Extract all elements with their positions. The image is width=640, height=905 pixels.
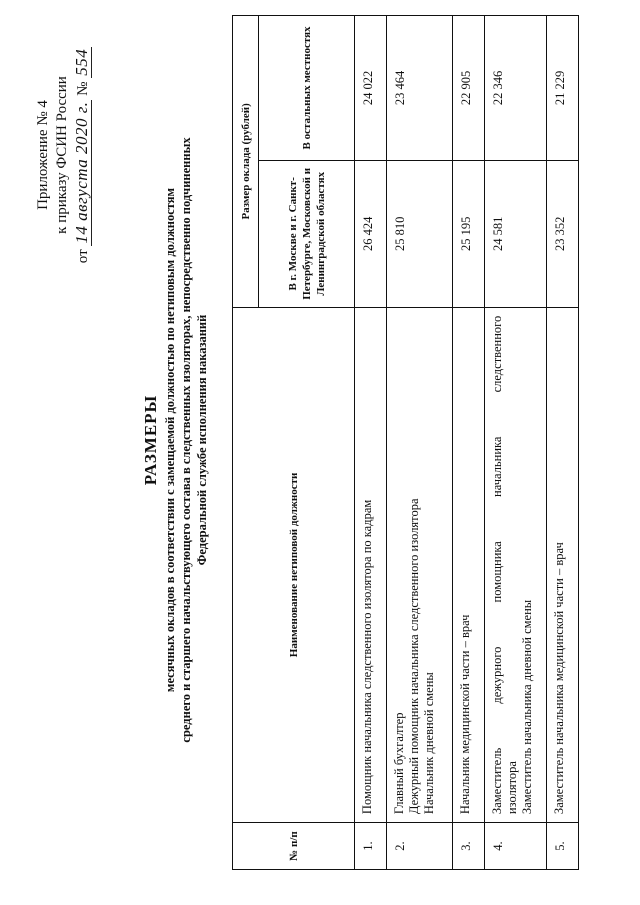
- salary-other: 22 905: [453, 16, 485, 161]
- table-row: [485, 16, 547, 870]
- subtitle-line-1: месячных окладов в соответствии с замещаемой должностью по нетиповым должностям: [163, 187, 177, 693]
- header-num: № п/п: [233, 823, 355, 870]
- number-label: №: [75, 81, 91, 96]
- position-name: [453, 307, 485, 822]
- position-line: Заместитель начальника медицинской части – врач: [552, 542, 566, 815]
- document-heading: РАЗМЕРЫ: [141, 394, 160, 486]
- header-position-name: Наименование нетиповой должности: [233, 307, 355, 822]
- handwritten-number: 554: [72, 48, 91, 76]
- subtitle-line-3: Федеральной службе исполнения наказаний: [195, 314, 209, 566]
- from-label: от: [75, 249, 91, 264]
- position-name: [387, 307, 453, 822]
- appendix-title: Приложение № 4: [35, 100, 51, 210]
- appendix-block: [34, 15, 93, 295]
- table-row: [547, 16, 579, 870]
- handwritten-date: 14 августа 2020 г.: [72, 101, 91, 244]
- appendix-order-line: к приказу ФСИН России: [54, 76, 70, 234]
- table-row: [453, 16, 485, 870]
- table-row: [355, 16, 387, 870]
- salary-moscow: 25 810: [387, 160, 453, 307]
- row-num: 4.: [485, 823, 547, 870]
- subtitle-line-2: среднего и старшего начальствующего состава в следственных изоляторах, непосредственно подчиненных: [179, 137, 193, 743]
- position-line: Начальник дневной смены: [422, 672, 436, 815]
- salary-moscow: 24 581: [485, 160, 547, 307]
- title-block: [140, 15, 210, 865]
- salary-other: 22 346: [485, 16, 547, 161]
- header-moscow: В г. Москве и г. Санкт-Петербурге, Московской и Ленинградской областях: [259, 160, 355, 307]
- salary-other: 24 022: [355, 16, 387, 161]
- appendix-date-line: [72, 15, 93, 295]
- salary-table: [232, 15, 579, 870]
- salary-moscow: 26 424: [355, 160, 387, 307]
- header-salary-group: Размер оклада (рублей): [233, 16, 259, 308]
- position-line: Главный бухгалтер: [392, 712, 406, 815]
- position-line: Дежурный помощник начальника следственного изолятора: [407, 498, 421, 815]
- position-name: [485, 307, 547, 822]
- position-name: [355, 307, 387, 822]
- table-row: [387, 16, 453, 870]
- position-line: изолятора: [505, 761, 519, 815]
- row-num: 3.: [453, 823, 485, 870]
- position-line: Начальник медицинской части – врач: [458, 614, 472, 815]
- salary-moscow: 25 195: [453, 160, 485, 307]
- header-other: В остальных местностях: [259, 16, 355, 161]
- salary-other: 23 464: [387, 16, 453, 161]
- position-line: Заместитель начальника дневной смены: [520, 599, 534, 815]
- row-num: 2.: [387, 823, 453, 870]
- row-num: 5.: [547, 823, 579, 870]
- salary-moscow: 23 352: [547, 160, 579, 307]
- position-name: [547, 307, 579, 822]
- salary-other: 21 229: [547, 16, 579, 161]
- row-num: 1.: [355, 823, 387, 870]
- position-line: Помощник начальника следственного изолятора по кадрам: [360, 499, 374, 815]
- position-line: Заместитель дежурного помощника начальника следственного: [490, 315, 504, 815]
